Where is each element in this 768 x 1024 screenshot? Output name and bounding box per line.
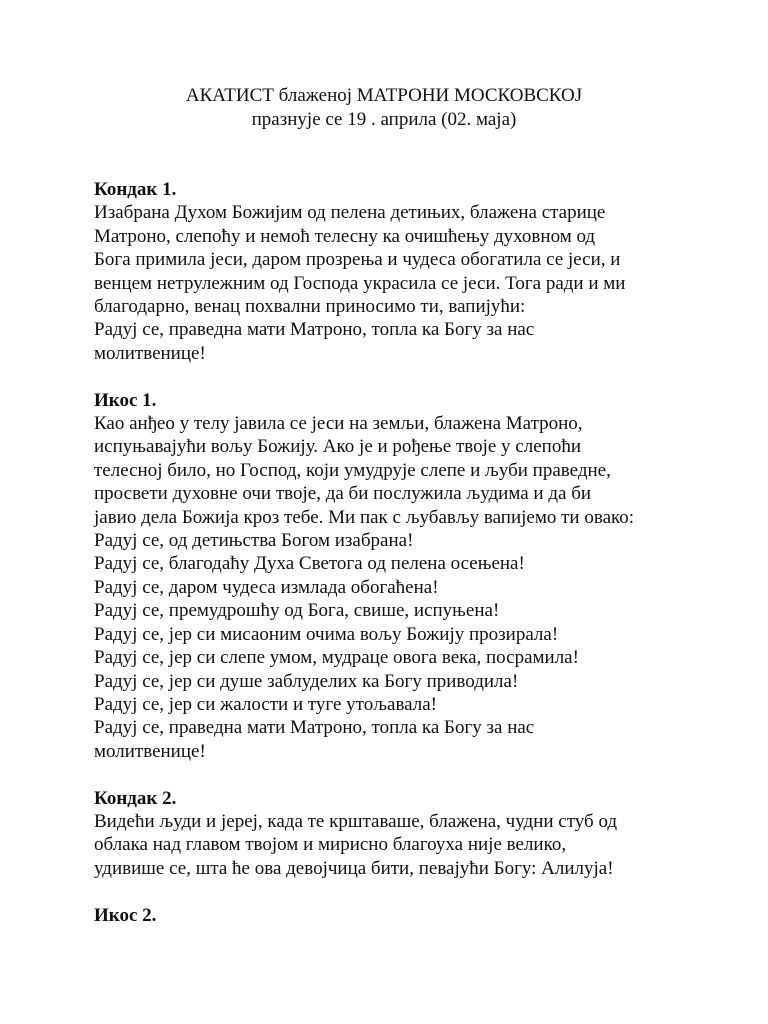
text-line: венцем нетрулежним од Господа украсила се јеси. Тога ради и ми — [94, 272, 626, 294]
section-heading: Кондак 2. — [94, 787, 177, 809]
text-line: Радуј се, од детињства Богом изабрана! — [94, 530, 414, 552]
text-line: удивише се, шта ће ова девојчица бити, певајући Богу: Алилуја! — [94, 857, 614, 879]
document-title: АКАТИСТ блаженој МАТРОНИ МОСКОВСКОЈ — [185, 85, 583, 106]
section-ikos-2 — [94, 904, 694, 927]
text-line: облака над главом твојом и мирисно благоуха није велико, — [94, 834, 567, 856]
text-line: Радуј се, благодаћу Духа Светога од пелена осењена! — [94, 553, 525, 575]
section-ikos-1 — [94, 389, 694, 764]
text-line: Изабрана Духом Божијим од пелена детињих, блажена старице — [94, 202, 606, 224]
text-line: Матроно, слепоћу и немоћ телесну ка очишћењу духовном од — [94, 225, 596, 247]
text-line: просвети духовне очи твоје, да би послужила људима и да би — [94, 483, 592, 505]
text-line: Радуј се, јер си душе заблуделих ка Богу приводила! — [94, 670, 519, 692]
text-line: испуњавајући вољу Божију. Ако је и рођење твоје у слепоћи — [94, 436, 581, 458]
text-line: благодарно, венац похвални приносимо ти, вапијући: — [94, 296, 526, 318]
text-line: Радуј се, премудрошћу од Бога, свише, испуњена! — [94, 600, 500, 622]
text-line: Радуј се, јер си мисаоним очима вољу Божију прозирала! — [94, 623, 559, 645]
text-line: Као анђео у телу јавила се јеси на земљи, блажена Матроно, — [94, 413, 583, 435]
document-subtitle: празнује се 19 . априла (02. маја) — [251, 109, 517, 130]
text-line: молитвенице! — [94, 342, 206, 364]
section-heading: Кондак 1. — [94, 179, 177, 200]
text-line: молитвенице! — [94, 740, 206, 762]
section-heading: Икос 2. — [94, 904, 157, 926]
text-line: Радуј се, јер си слепе умом, мудраце овога века, посрамила! — [94, 647, 579, 669]
section-kondak-1 — [94, 178, 694, 365]
text-line: Радуј се, праведна мати Матроно, топла ка Богу за нас — [94, 717, 535, 739]
text-line: телесној било, но Господ, који умудрује слепе и љуби праведне, — [94, 459, 611, 481]
text-line: Радуј се, даром чудеса измлада обогаћена! — [94, 576, 439, 598]
text-line: јавио дела Божија кроз тебе. Ми пак с љубављу вапијемо ти овако: — [94, 506, 635, 528]
text-line: Видећи људи и јереј, када те крштаваше, блажена, чудни стуб од — [94, 810, 618, 832]
document-body — [94, 178, 694, 950]
title-block — [0, 84, 768, 132]
text-line: Бога примила јеси, даром прозрења и чудеса обогатила се јеси, и — [94, 249, 621, 271]
text-line: Радуј се, праведна мати Матроно, топла ка Богу за нас — [94, 319, 535, 341]
section-kondak-2 — [94, 787, 694, 881]
text-line: Радуј се, јер си жалости и туге утољавала! — [94, 693, 438, 715]
section-heading: Икос 1. — [94, 389, 157, 411]
